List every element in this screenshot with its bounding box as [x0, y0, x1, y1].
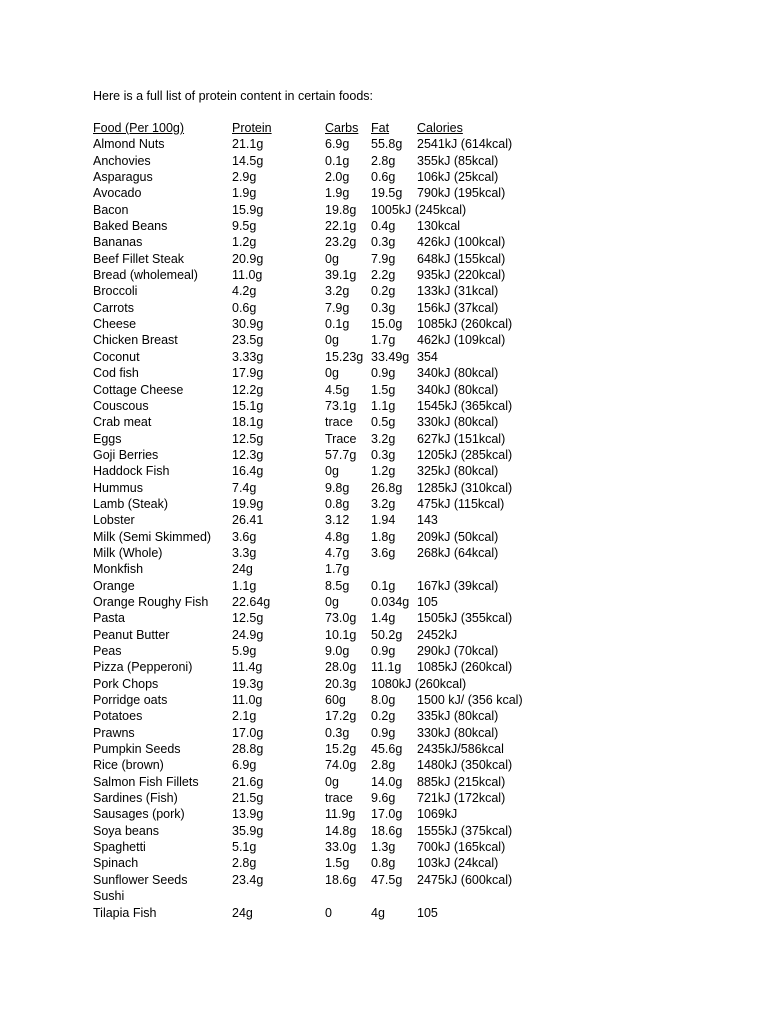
table-row — [93, 512, 563, 528]
food-cell: Couscous — [93, 398, 149, 413]
calories-cell: 426kJ (100kcal) — [417, 235, 506, 250]
carbs-cell: 6.9g — [325, 137, 350, 152]
food-cell: Avocado — [93, 186, 142, 201]
food-cell: Carrots — [93, 300, 134, 315]
calories-cell: 790kJ (195kcal) — [417, 186, 506, 201]
fat-cell: 0.1g — [371, 578, 396, 593]
fat-cell: 1.1g — [371, 398, 396, 413]
carbs-cell: 22.1g — [325, 219, 357, 234]
protein-cell: 12.5g — [232, 611, 264, 626]
table-row — [93, 463, 563, 479]
carbs-cell: 11.9g — [325, 807, 356, 822]
protein-cell: 1.2g — [232, 235, 257, 250]
food-cell: Soya beans — [93, 823, 160, 838]
food-cell: Milk (Whole) — [93, 545, 163, 560]
table-row — [93, 905, 563, 921]
table-row — [93, 676, 563, 692]
table-row — [93, 267, 563, 283]
calories-cell: 209kJ (50kcal) — [417, 529, 499, 544]
calories-cell: 885kJ (215kcal) — [417, 774, 506, 789]
protein-cell: 18.1g — [232, 415, 264, 430]
table-row — [93, 431, 563, 447]
calories-cell: 1205kJ (285kcal) — [417, 447, 513, 462]
carbs-cell: 4.5g — [325, 382, 350, 397]
calories-cell: 133kJ (31kcal) — [417, 284, 499, 299]
table-row — [93, 480, 563, 496]
calories-cell: 340kJ (80kcal) — [417, 366, 499, 381]
protein-cell: 1.9g — [232, 186, 257, 201]
protein-cell: 20.9g — [232, 251, 264, 266]
calories-cell: 335kJ (80kcal) — [417, 709, 499, 724]
carbs-cell: 9.0g — [325, 644, 350, 658]
table-row — [93, 757, 563, 773]
table-row — [93, 692, 563, 708]
table-header-row — [93, 120, 563, 136]
fat-cell: 9.6g — [371, 791, 396, 806]
calories-cell: 1085kJ (260kcal) — [417, 317, 513, 332]
carbs-cell: 0 — [325, 905, 332, 920]
calories-cell: 290kJ (70kcal) — [417, 644, 499, 658]
food-cell: Pumpkin Seeds — [93, 742, 181, 757]
table-row — [93, 185, 563, 201]
carbs-cell: 74.0g — [325, 758, 357, 773]
food-cell: Spinach — [93, 856, 139, 871]
table-row — [93, 839, 563, 855]
protein-cell: 19.3g — [232, 676, 264, 691]
fat-cell: 2.8g — [371, 153, 396, 168]
food-cell: Sausages (pork) — [93, 807, 185, 822]
calories-cell: 130kcal — [417, 219, 461, 234]
table-row — [93, 283, 563, 299]
protein-cell: 9.5g — [232, 219, 257, 234]
food-cell: Coconut — [93, 349, 140, 364]
calories-cell: 2475kJ (600kcal) — [417, 872, 513, 887]
calories-cell: 627kJ (151kcal) — [417, 431, 506, 446]
table-row — [93, 316, 563, 332]
header-fat: Fat — [371, 121, 390, 135]
table-body — [93, 136, 563, 921]
carbs-cell: 28.0g — [325, 660, 357, 675]
table-row — [93, 202, 563, 218]
calories-cell: 1555kJ (375kcal) — [417, 823, 513, 838]
calories-cell: 1285kJ (310kcal) — [417, 480, 513, 495]
carbs-cell: 15.2g — [325, 742, 357, 757]
protein-cell: 0.6g — [232, 300, 257, 315]
carbs-cell: 73.0g — [325, 611, 357, 626]
calories-cell: 475kJ (115kcal) — [417, 496, 505, 511]
table-row — [93, 218, 563, 234]
food-cell: Crab meat — [93, 415, 152, 430]
fat-cell: 4g — [371, 905, 385, 920]
food-cell: Broccoli — [93, 284, 138, 299]
protein-cell: 3.33g — [232, 349, 264, 364]
calories-cell: 167kJ (39kcal) — [417, 578, 499, 593]
calories-cell: 1500 kJ/ (356 kcal) — [417, 693, 523, 708]
food-cell: Pasta — [93, 611, 125, 626]
protein-cell: 24g — [232, 562, 253, 577]
fat-cell: 0.5g — [371, 415, 396, 430]
food-cell: Orange — [93, 578, 135, 593]
food-cell: Bread (wholemeal) — [93, 268, 198, 283]
calories-cell: 2452kJ — [417, 627, 458, 642]
protein-cell: 11.0g — [232, 693, 263, 708]
table-row — [93, 594, 563, 610]
fat-cell: 0.4g — [371, 219, 396, 234]
table-row — [93, 561, 563, 577]
carbs-cell: 14.8g — [325, 823, 357, 838]
fat-cell: 1.8g — [371, 529, 396, 544]
carbs-cell: 4.7g — [325, 545, 350, 560]
calories-cell: 721kJ (172kcal) — [417, 791, 506, 806]
calories-cell: 2541kJ (614kcal) — [417, 137, 513, 152]
protein-cell: 2.9g — [232, 170, 257, 185]
table-row — [93, 349, 563, 365]
table-row — [93, 823, 563, 839]
table-row — [93, 872, 563, 888]
fat-cell: 0.3g — [371, 447, 396, 462]
food-cell: Sunflower Seeds — [93, 872, 188, 887]
fat-cell: 1.5g — [371, 382, 396, 397]
fat-cell: 7.9g — [371, 251, 396, 266]
calories-cell: 355kJ (85kcal) — [417, 153, 499, 168]
table-row — [93, 169, 563, 185]
protein-cell: 24.9g — [232, 627, 264, 642]
protein-cell: 22.64g — [232, 594, 271, 609]
fat-cell: 0.9g — [371, 366, 396, 381]
food-cell: Chicken Breast — [93, 333, 178, 348]
table-row — [93, 659, 563, 675]
carbs-cell: 4.8g — [325, 529, 350, 544]
calories-cell: 1505kJ (355kcal) — [417, 611, 513, 626]
food-cell: Haddock Fish — [93, 464, 170, 479]
food-cell: Almond Nuts — [93, 137, 165, 152]
header-food: Food (Per 100g) — [93, 121, 185, 135]
food-cell: Tilapia Fish — [93, 905, 157, 920]
carbs-cell: 8.5g — [325, 578, 350, 593]
fat-cell: 33.49g — [371, 349, 410, 364]
table-row — [93, 708, 563, 724]
carbs-cell: 0g — [325, 333, 339, 348]
fat-cell: 0.9g — [371, 725, 396, 740]
table-row — [93, 398, 563, 414]
carbs-cell: 2.0g — [325, 170, 350, 185]
carbs-cell: 9.8g — [325, 480, 350, 495]
carbs-cell: 1.9g — [325, 186, 350, 201]
calories-cell: 143 — [417, 513, 438, 528]
calories-cell: 268kJ (64kcal) — [417, 545, 499, 560]
fat-calories-cell: 1005kJ (245kcal) — [371, 202, 467, 217]
protein-cell: 16.4g — [232, 464, 264, 479]
table-row — [93, 496, 563, 512]
carbs-cell: 23.2g — [325, 235, 357, 250]
protein-cell: 14.5g — [232, 153, 264, 168]
carbs-cell: 57.7g — [325, 447, 357, 462]
fat-cell: 1.7g — [371, 333, 396, 348]
header-protein: Protein — [232, 121, 272, 135]
fat-cell: 0.3g — [371, 300, 396, 315]
protein-cell: 15.1g — [232, 398, 264, 413]
carbs-cell: 0.3g — [325, 725, 350, 740]
carbs-cell: 17.2g — [325, 709, 357, 724]
table-row — [93, 153, 563, 169]
fat-cell: 1.4g — [371, 611, 396, 626]
table-row — [93, 136, 563, 152]
protein-cell: 3.3g — [232, 545, 257, 560]
protein-cell: 12.3g — [232, 447, 264, 462]
carbs-cell: 3.12 — [325, 513, 350, 528]
fat-cell: 14.0g — [371, 774, 403, 789]
calories-cell: 1545kJ (365kcal) — [417, 398, 513, 413]
food-cell: Cod fish — [93, 366, 139, 381]
table-row — [93, 741, 563, 757]
calories-cell: 330kJ (80kcal) — [417, 725, 499, 740]
food-cell: Bananas — [93, 235, 143, 250]
food-cell: Anchovies — [93, 153, 151, 168]
table-row — [93, 610, 563, 626]
food-cell: Spaghetti — [93, 840, 146, 855]
food-cell: Prawns — [93, 725, 135, 740]
protein-cell: 12.2g — [232, 382, 264, 397]
protein-cell: 6.9g — [232, 758, 257, 773]
protein-cell: 24g — [232, 905, 253, 920]
carbs-cell: 39.1g — [325, 268, 357, 283]
protein-cell: 23.5g — [232, 333, 264, 348]
table-row — [93, 382, 563, 398]
carbs-cell: 0g — [325, 594, 339, 609]
calories-cell: 106kJ (25kcal) — [417, 170, 499, 185]
carbs-cell: 19.8g — [325, 202, 357, 217]
protein-cell: 2.1g — [232, 709, 257, 724]
fat-cell: 55.8g — [371, 137, 403, 152]
fat-cell: 0.8g — [371, 856, 396, 871]
carbs-cell: 0.8g — [325, 496, 350, 511]
table-row — [93, 300, 563, 316]
food-cell: Milk (Semi Skimmed) — [93, 529, 212, 544]
protein-cell: 26.41 — [232, 513, 264, 528]
calories-cell: 325kJ (80kcal) — [417, 464, 499, 479]
food-cell: Baked Beans — [93, 219, 168, 234]
protein-cell: 35.9g — [232, 823, 264, 838]
food-cell: Monkfish — [93, 562, 144, 577]
protein-cell: 21.5g — [232, 791, 264, 806]
fat-cell: 15.0g — [371, 317, 403, 332]
table-row — [93, 414, 563, 430]
carbs-cell: 0g — [325, 774, 339, 789]
protein-cell: 2.8g — [232, 856, 257, 871]
protein-cell: 5.9g — [232, 644, 257, 658]
fat-cell: 1.2g — [371, 464, 396, 479]
table-row — [93, 234, 563, 250]
table-row — [93, 332, 563, 348]
calories-cell: 103kJ (24kcal) — [417, 856, 499, 871]
fat-cell: 0.9g — [371, 644, 396, 658]
food-cell: Peas — [93, 644, 122, 658]
carbs-cell: 18.6g — [325, 872, 357, 887]
fat-cell: 45.6g — [371, 742, 403, 757]
fat-cell: 2.8g — [371, 758, 396, 773]
calories-cell: 354 — [417, 349, 438, 364]
protein-cell: 5.1g — [232, 840, 257, 855]
food-cell: Beef Fillet Steak — [93, 251, 185, 266]
fat-cell: 8.0g — [371, 693, 396, 708]
carbs-cell: 1.5g — [325, 856, 350, 871]
food-cell: Orange Roughy Fish — [93, 594, 209, 609]
food-cell: Bacon — [93, 202, 129, 217]
table-row — [93, 643, 563, 659]
table-row — [93, 725, 563, 741]
calories-cell: 156kJ (37kcal) — [417, 300, 499, 315]
table-row — [93, 790, 563, 806]
protein-cell: 30.9g — [232, 317, 264, 332]
fat-cell: 47.5g — [371, 872, 403, 887]
carbs-cell: 33.0g — [325, 840, 357, 855]
protein-cell: 17.0g — [232, 725, 264, 740]
food-cell: Potatoes — [93, 709, 143, 724]
food-cell: Rice (brown) — [93, 758, 164, 773]
fat-cell: 50.2g — [371, 627, 403, 642]
food-cell: Asparagus — [93, 170, 153, 185]
food-cell: Lamb (Steak) — [93, 496, 169, 511]
fat-cell: 2.2g — [371, 268, 396, 283]
calories-cell: 340kJ (80kcal) — [417, 382, 499, 397]
table-row — [93, 251, 563, 267]
protein-cell: 13.9g — [232, 807, 264, 822]
protein-cell: 21.1g — [232, 137, 264, 152]
carbs-cell: trace — [325, 415, 353, 430]
calories-cell: 700kJ (165kcal) — [417, 840, 506, 855]
fat-cell: 3.2g — [371, 496, 396, 511]
fat-cell: 0.034g — [371, 594, 410, 609]
carbs-cell: 0g — [325, 366, 339, 381]
carbs-cell: trace — [325, 791, 353, 806]
food-cell: Sardines (Fish) — [93, 791, 178, 806]
protein-cell: 21.6g — [232, 774, 264, 789]
fat-cell: 11.1g — [371, 660, 402, 675]
carbs-cell: 15.23g — [325, 349, 364, 364]
food-cell: Hummus — [93, 480, 144, 495]
header-calories: Calories — [417, 121, 463, 135]
calories-cell: 935kJ (220kcal) — [417, 268, 506, 283]
protein-cell: 11.4g — [232, 660, 263, 675]
fat-cell: 0.6g — [371, 170, 396, 185]
carbs-cell: 1.7g — [325, 562, 350, 577]
calories-cell: 1480kJ (350kcal) — [417, 758, 513, 773]
food-cell: Porridge oats — [93, 693, 168, 708]
food-cell: Pork Chops — [93, 676, 159, 691]
table-row — [93, 774, 563, 790]
fat-calories-cell: 1080kJ (260kcal) — [371, 676, 467, 691]
calories-cell: 462kJ (109kcal) — [417, 333, 506, 348]
protein-cell: 17.9g — [232, 366, 264, 381]
carbs-cell: 0g — [325, 251, 339, 266]
fat-cell: 17.0g — [371, 807, 403, 822]
food-cell: Peanut Butter — [93, 627, 170, 642]
food-cell: Lobster — [93, 513, 135, 528]
intro-text: Here is a full list of protein content in certain foods: — [93, 89, 374, 103]
carbs-cell: 0.1g — [325, 153, 350, 168]
carbs-cell: 0g — [325, 464, 339, 479]
header-carbs: Carbs — [325, 121, 359, 135]
protein-cell: 12.5g — [232, 431, 264, 446]
table-row — [93, 365, 563, 381]
carbs-cell: 3.2g — [325, 284, 350, 299]
fat-cell: 3.6g — [371, 545, 396, 560]
carbs-cell: 0.1g — [325, 317, 350, 332]
calories-cell: 1085kJ (260kcal) — [417, 660, 513, 675]
table-row — [93, 529, 563, 545]
fat-cell: 0.2g — [371, 284, 396, 299]
table-row — [93, 447, 563, 463]
protein-cell: 3.6g — [232, 529, 257, 544]
protein-cell: 15.9g — [232, 202, 264, 217]
calories-cell: 2435kJ/586kcal — [417, 742, 504, 757]
table-row — [93, 578, 563, 594]
food-cell: Goji Berries — [93, 447, 159, 462]
carbs-cell: 20.3g — [325, 676, 357, 691]
protein-cell: 7.4g — [232, 480, 257, 495]
table-row — [93, 855, 563, 871]
table-row — [93, 806, 563, 822]
fat-cell: 3.2g — [371, 431, 396, 446]
calories-cell: 105 — [417, 594, 438, 609]
calories-cell: 1069kJ — [417, 807, 458, 822]
protein-cell: 28.8g — [232, 742, 264, 757]
food-cell: Cheese — [93, 317, 137, 332]
protein-cell: 4.2g — [232, 284, 257, 299]
protein-cell: 19.9g — [232, 496, 264, 511]
protein-cell: 11.0g — [232, 268, 263, 283]
table-row — [93, 545, 563, 561]
table-row — [93, 627, 563, 643]
calories-cell: 105 — [417, 905, 438, 920]
food-cell: Cottage Cheese — [93, 382, 184, 397]
carbs-cell: 10.1g — [325, 627, 357, 642]
protein-table — [93, 120, 563, 921]
carbs-cell: 73.1g — [325, 398, 357, 413]
fat-cell: 26.8g — [371, 480, 403, 495]
food-cell: Salmon Fish Fillets — [93, 774, 199, 789]
table-row — [93, 888, 563, 904]
calories-cell: 648kJ (155kcal) — [417, 251, 506, 266]
fat-cell: 0.2g — [371, 709, 396, 724]
fat-cell: 0.3g — [371, 235, 396, 250]
food-cell: Pizza (Pepperoni) — [93, 660, 193, 675]
calories-cell: 330kJ (80kcal) — [417, 415, 499, 430]
fat-cell: 18.6g — [371, 823, 403, 838]
carbs-cell: 7.9g — [325, 300, 350, 315]
carbs-cell: Trace — [325, 431, 357, 446]
fat-cell: 1.3g — [371, 840, 396, 855]
fat-cell: 1.94 — [371, 513, 396, 528]
carbs-cell: 60g — [325, 693, 346, 708]
fat-cell: 19.5g — [371, 186, 403, 201]
protein-cell: 23.4g — [232, 872, 264, 887]
food-cell: Eggs — [93, 431, 122, 446]
protein-cell: 1.1g — [232, 578, 257, 593]
food-cell: Sushi — [93, 889, 125, 904]
